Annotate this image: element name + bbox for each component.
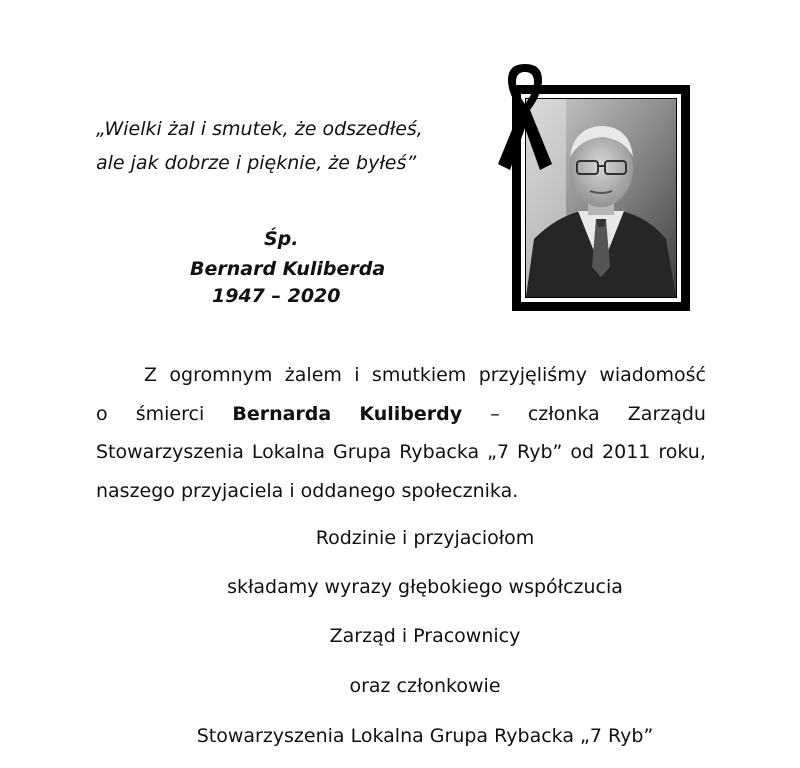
announcement-line-3: [96, 433, 706, 472]
deceased-years: 1947 – 2020: [212, 285, 341, 307]
announcement-line-2: [96, 395, 706, 434]
word: od: [570, 441, 595, 463]
signature-line-2: oraz członkowie: [349, 675, 501, 697]
word: przyjęliśmy: [478, 364, 587, 386]
word: wiadomość: [599, 364, 706, 386]
deceased-name-bold-first: Bernarda: [232, 402, 332, 425]
signature-line-1: Zarząd i Pracownicy: [329, 625, 521, 647]
condolence-line-1: Rodzinie i przyjaciołom: [315, 527, 535, 549]
signature-line-3: Stowarzyszenia Lokalna Grupa Rybacka „7 Ryb”: [196, 725, 654, 747]
word: Z: [144, 364, 158, 386]
word: Stowarzyszenia: [96, 441, 244, 463]
word: o: [96, 402, 108, 425]
deceased-prefix: Śp.: [264, 228, 299, 250]
deceased-name-bold-last: Kuliberdy: [359, 402, 463, 425]
announcement-line-1: [96, 356, 706, 395]
word: członka: [527, 402, 600, 425]
announcement-paragraph: [96, 356, 706, 510]
memorial-quote: [96, 112, 436, 180]
word: „7: [487, 441, 510, 463]
word: Grupa: [333, 441, 392, 463]
deceased-name: Bernard Kuliberda: [190, 258, 386, 280]
quote-line-1: „Wielki żal i smutek, że odszedłeś,: [96, 118, 423, 140]
announcement-line-4: naszego przyjaciela i oddanego społecznika.: [96, 479, 519, 502]
condolence-line-2: składamy wyrazy głębokiego współczucia: [227, 576, 623, 598]
word: –: [490, 402, 500, 425]
word: Zarządu: [627, 402, 706, 425]
word: śmierci: [135, 402, 205, 425]
word: Ryb”: [517, 441, 563, 463]
word: smutkiem: [371, 364, 467, 386]
quote-line-2: ale jak dobrze i pięknie, że byłeś”: [96, 152, 417, 174]
word: roku,: [658, 441, 706, 463]
black-mourning-ribbon-icon: [494, 58, 556, 176]
word: żalem: [284, 364, 342, 386]
word: Rybacka: [399, 441, 480, 463]
word: Lokalna: [251, 441, 326, 463]
word: ogromnym: [169, 364, 273, 386]
word: i: [354, 364, 360, 386]
word: 2011: [602, 441, 651, 463]
